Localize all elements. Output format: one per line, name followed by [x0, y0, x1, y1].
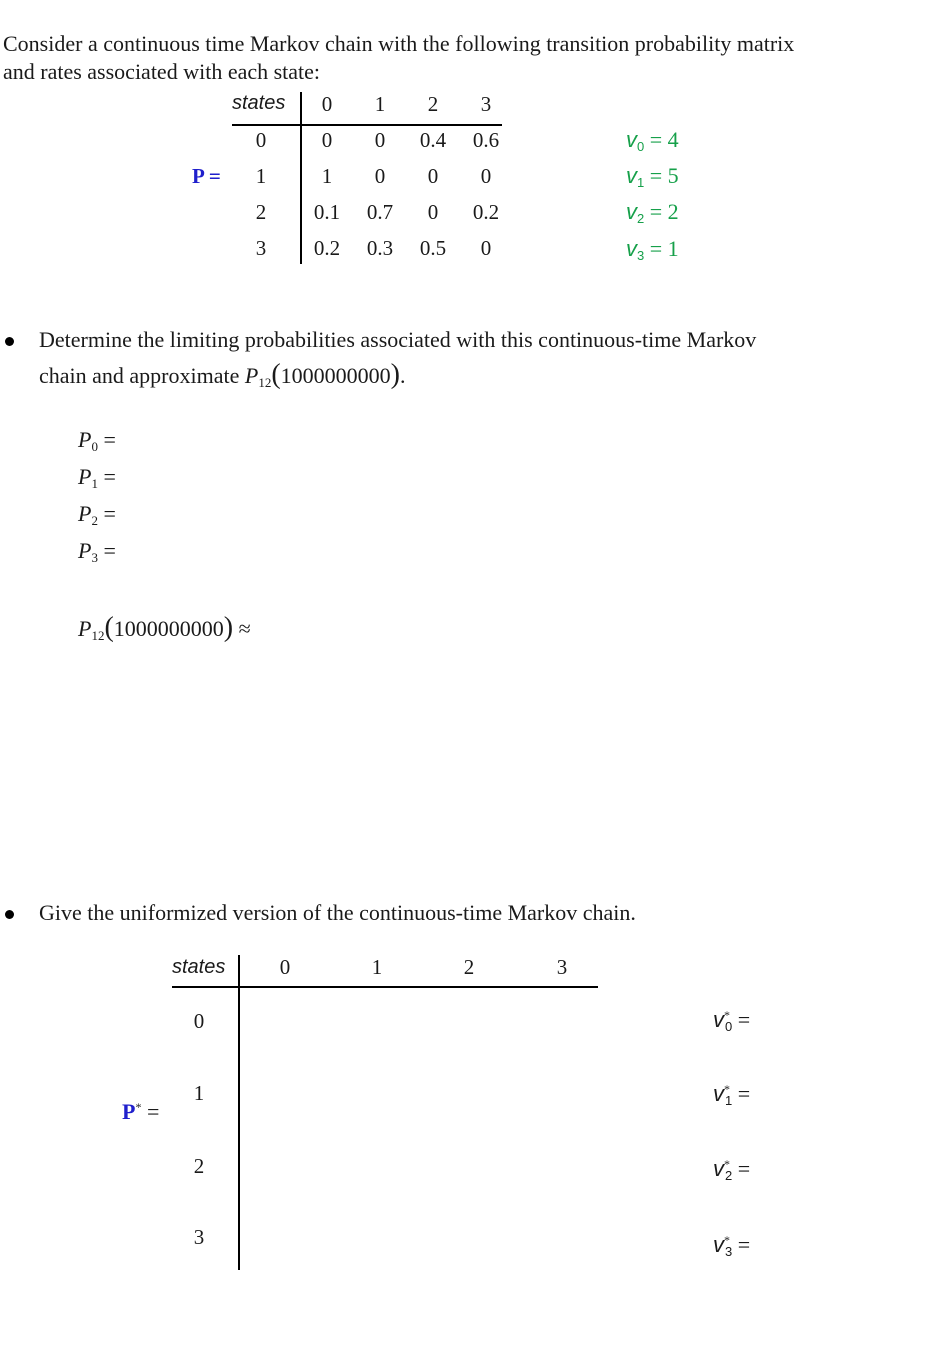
rate2-v3: $v^*_3$ =: [713, 1232, 751, 1259]
matrix1-cell: 0: [427, 200, 439, 224]
question1-line-2: chain and approximate $P_{12}(1000000000)$.: [39, 359, 406, 390]
bullet-icon: [5, 910, 14, 919]
matrix1-cell: 0.5: [419, 236, 447, 260]
answer-P2: $P_2$ =: [78, 501, 116, 528]
matrix2-states-header: states: [172, 956, 226, 978]
matrix1-states-header: states: [232, 92, 286, 114]
matrix1-cell: 0: [321, 128, 333, 152]
rate2-v2: $v^*_2$ =: [713, 1156, 751, 1183]
matrix1-row-state: 3: [255, 236, 267, 260]
matrix1-col-header: 2: [427, 92, 439, 116]
approx-expression: $P_{12}(1000000000)$ ≈: [78, 612, 251, 643]
matrix2-col-header: 0: [279, 955, 291, 979]
matrix1-cell: 0.3: [366, 236, 394, 260]
matrix2-row-state: 2: [193, 1154, 205, 1178]
matrix1-cell: 0.6: [472, 128, 500, 152]
rate-v1: $v_1 = 5$: [626, 163, 679, 190]
matrix1-col-header: 1: [374, 92, 386, 116]
matrix1-cell: 0: [427, 164, 439, 188]
matrix1-row-state: 0: [255, 128, 267, 152]
matrix2-col-header: 1: [371, 955, 383, 979]
matrix2-label: P* =: [122, 1099, 160, 1124]
rate-v0: $v_0 = 4$: [626, 127, 679, 154]
rate2-v0: $v^*_0$ =: [713, 1007, 751, 1034]
matrix2-row-state: 3: [193, 1225, 205, 1249]
matrix2-header-rule: [172, 986, 598, 988]
answer-P0: $P_0$ =: [78, 427, 116, 454]
matrix2-col-header: 3: [556, 955, 568, 979]
matrix1-cell: 0: [374, 164, 386, 188]
matrix1-cell: 0: [374, 128, 386, 152]
intro-line-1: Consider a continuous time Markov chain with the following transition probability matrix: [3, 31, 795, 56]
matrix1-cell: 0: [480, 236, 492, 260]
bullet-icon: [5, 337, 14, 346]
matrix1-cell: 0.4: [419, 128, 447, 152]
matrix2-row-state: 0: [193, 1009, 205, 1033]
question1-line-1: Determine the limiting probabilities associated with this continuous-time Markov: [39, 327, 757, 352]
rate-v2: $v_2 = 2$: [626, 199, 679, 226]
rate2-v1: $v^*_1$ =: [713, 1081, 751, 1108]
question2-text: Give the uniformized version of the continuous-time Markov chain.: [39, 900, 636, 925]
matrix1-cell: 0.2: [472, 200, 500, 224]
matrix1-cell: 1: [321, 164, 333, 188]
intro-line-2: and rates associated with each state:: [3, 59, 321, 84]
matrix2-state-rule: [238, 955, 240, 1270]
matrix1-header-rule: [232, 124, 502, 126]
matrix1-row-state: 1: [255, 164, 267, 188]
matrix2-col-header: 2: [463, 955, 475, 979]
matrix2-row-state: 1: [193, 1081, 205, 1105]
matrix1-cell: 0: [480, 164, 492, 188]
rate-v3: $v_3 = 1$: [626, 236, 679, 263]
matrix1-col-header: 3: [480, 92, 492, 116]
answer-P3: $P_3$ =: [78, 538, 116, 565]
matrix1-cell: 0.2: [313, 236, 341, 260]
answer-P1: $P_1$ =: [78, 464, 116, 491]
matrix1-row-state: 2: [255, 200, 267, 224]
matrix1-cell: 0.1: [313, 200, 341, 224]
matrix1-label: P =: [192, 164, 221, 188]
matrix1-cell: 0.7: [366, 200, 394, 224]
matrix1-col-header: 0: [321, 92, 333, 116]
